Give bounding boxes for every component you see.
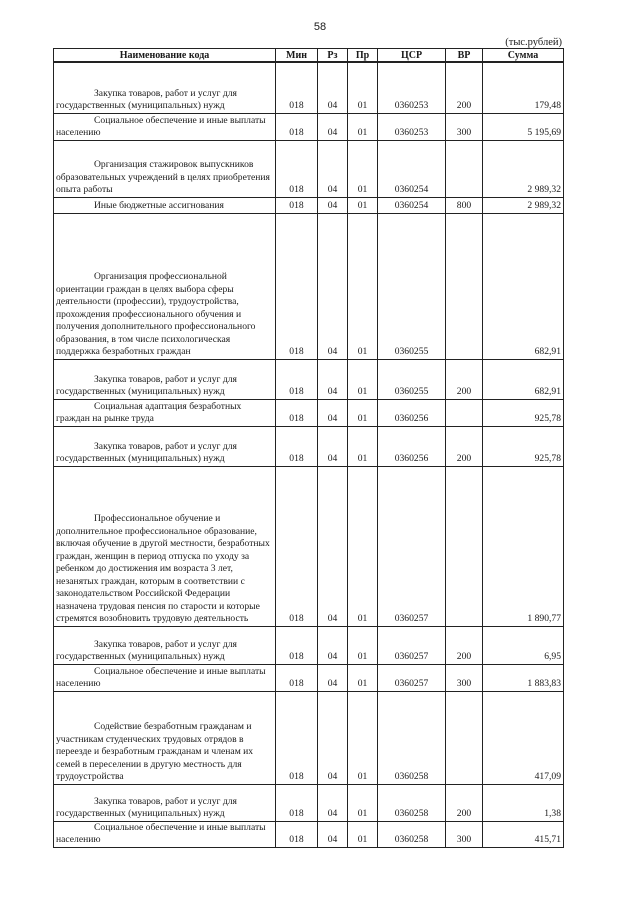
cell-name: Закупка товаров, работ и услуг для государственных (муниципальных) нужд: [54, 784, 276, 821]
cell-pr: 01: [348, 213, 378, 359]
header-vr: ВР: [446, 49, 483, 63]
page-number: 58: [313, 21, 327, 33]
cell-name: Содействие безработным гражданам и участникам студенческих трудовых отрядов в переезде и безработным гражданам и членам их семей в переселении в другую местность для трудоустройства: [54, 691, 276, 784]
cell-sum: 6,95: [483, 626, 564, 664]
cell-min: 018: [276, 359, 318, 399]
cell-min: 018: [276, 197, 318, 213]
cell-vr: 800: [446, 197, 483, 213]
cell-name: Профессиональное обучение и дополнительное профессиональное образование, включая обучение в другой местности, безработных граждан, женщин в период отпуска по уходу за ребенком до достижения им возраста 3 лет, незанятых граждан, которым в соответствии с законодательством Российской Федерации назначена трудовая пенсия по старости и которые стремятся возобновить трудовую деятельность: [54, 466, 276, 626]
cell-sum: 682,91: [483, 359, 564, 399]
cell-csr: 0360254: [378, 197, 446, 213]
cell-vr: 200: [446, 626, 483, 664]
cell-pr: 01: [348, 784, 378, 821]
header-pr: Пр: [348, 49, 378, 63]
cell-csr: 0360253: [378, 113, 446, 140]
cell-name: Иные бюджетные ассигнования: [54, 197, 276, 213]
cell-rz: 04: [318, 784, 348, 821]
table-row: [54, 62, 564, 113]
header-min: Мин: [276, 49, 318, 63]
cell-rz: 04: [318, 821, 348, 847]
cell-csr: 0360258: [378, 691, 446, 784]
cell-pr: 01: [348, 399, 378, 426]
cell-sum: 1 883,83: [483, 664, 564, 691]
header-sum: Сумма: [483, 49, 564, 63]
cell-vr: 200: [446, 426, 483, 466]
cell-vr: 200: [446, 62, 483, 113]
cell-name: Организация стажировок выпускников образовательных учреждений в целях приобретения опыта работы: [54, 140, 276, 197]
cell-min: 018: [276, 664, 318, 691]
cell-min: 018: [276, 691, 318, 784]
cell-pr: 01: [348, 821, 378, 847]
cell-vr: [446, 140, 483, 197]
cell-min: 018: [276, 426, 318, 466]
cell-sum: 417,09: [483, 691, 564, 784]
cell-min: 018: [276, 784, 318, 821]
cell-rz: 04: [318, 213, 348, 359]
table-row: [54, 399, 564, 426]
cell-vr: [446, 213, 483, 359]
cell-rz: 04: [318, 664, 348, 691]
cell-vr: 300: [446, 664, 483, 691]
table-row: [54, 140, 564, 197]
table-row: [54, 664, 564, 691]
header-name: Наименование кода: [54, 49, 276, 63]
cell-sum: 2 989,32: [483, 140, 564, 197]
cell-rz: 04: [318, 197, 348, 213]
cell-min: 018: [276, 113, 318, 140]
units-label: (тыс.рублей): [505, 37, 562, 48]
cell-min: 018: [276, 213, 318, 359]
header-rz: Рз: [318, 49, 348, 63]
cell-pr: 01: [348, 426, 378, 466]
cell-rz: 04: [318, 466, 348, 626]
cell-name: Социальное обеспечение и иные выплаты населению: [54, 821, 276, 847]
header-csr: ЦСР: [378, 49, 446, 63]
cell-csr: 0360254: [378, 140, 446, 197]
cell-csr: 0360258: [378, 821, 446, 847]
cell-min: 018: [276, 466, 318, 626]
cell-vr: 200: [446, 359, 483, 399]
table-row: [54, 466, 564, 626]
cell-name: Социальное обеспечение и иные выплаты населению: [54, 664, 276, 691]
cell-sum: 1,38: [483, 784, 564, 821]
cell-sum: 925,78: [483, 399, 564, 426]
table-row: [54, 213, 564, 359]
table-row: [54, 691, 564, 784]
cell-name: Закупка товаров, работ и услуг для государственных (муниципальных) нужд: [54, 426, 276, 466]
cell-min: 018: [276, 626, 318, 664]
cell-csr: 0360256: [378, 399, 446, 426]
cell-rz: 04: [318, 359, 348, 399]
table-row: [54, 197, 564, 213]
cell-pr: 01: [348, 359, 378, 399]
cell-sum: 925,78: [483, 426, 564, 466]
cell-sum: 2 989,32: [483, 197, 564, 213]
cell-min: 018: [276, 399, 318, 426]
cell-rz: 04: [318, 62, 348, 113]
cell-vr: [446, 399, 483, 426]
cell-pr: 01: [348, 691, 378, 784]
cell-sum: 415,71: [483, 821, 564, 847]
cell-pr: 01: [348, 466, 378, 626]
cell-csr: 0360255: [378, 359, 446, 399]
cell-vr: [446, 466, 483, 626]
budget-table: [53, 48, 564, 848]
cell-name: Социальное обеспечение и иные выплаты населению: [54, 113, 276, 140]
table-row: [54, 426, 564, 466]
table-row: [54, 359, 564, 399]
cell-rz: 04: [318, 140, 348, 197]
table-header-row: [54, 49, 564, 63]
cell-rz: 04: [318, 626, 348, 664]
cell-sum: 5 195,69: [483, 113, 564, 140]
cell-csr: 0360257: [378, 466, 446, 626]
cell-pr: 01: [348, 664, 378, 691]
cell-min: 018: [276, 62, 318, 113]
table-row: [54, 821, 564, 847]
cell-min: 018: [276, 821, 318, 847]
cell-vr: 200: [446, 784, 483, 821]
cell-vr: [446, 691, 483, 784]
cell-name: Социальная адаптация безработных граждан на рынке труда: [54, 399, 276, 426]
cell-name: Закупка товаров, работ и услуг для государственных (муниципальных) нужд: [54, 359, 276, 399]
cell-sum: 682,91: [483, 213, 564, 359]
cell-rz: 04: [318, 113, 348, 140]
cell-rz: 04: [318, 399, 348, 426]
cell-rz: 04: [318, 426, 348, 466]
cell-name: Закупка товаров, работ и услуг для государственных (муниципальных) нужд: [54, 62, 276, 113]
table-row: [54, 784, 564, 821]
cell-name: Закупка товаров, работ и услуг для государственных (муниципальных) нужд: [54, 626, 276, 664]
cell-csr: 0360253: [378, 62, 446, 113]
cell-vr: 300: [446, 113, 483, 140]
cell-vr: 300: [446, 821, 483, 847]
cell-csr: 0360255: [378, 213, 446, 359]
cell-csr: 0360257: [378, 664, 446, 691]
cell-csr: 0360258: [378, 784, 446, 821]
cell-name: Организация профессиональной ориентации граждан в целях выбора сферы деятельности (профессии), трудоустройства, прохождения профессионального обучения и получения дополнительного профессионального образования, в том числе психологическая поддержка безработных граждан: [54, 213, 276, 359]
cell-csr: 0360256: [378, 426, 446, 466]
cell-pr: 01: [348, 197, 378, 213]
cell-pr: 01: [348, 140, 378, 197]
cell-pr: 01: [348, 113, 378, 140]
cell-min: 018: [276, 140, 318, 197]
cell-csr: 0360257: [378, 626, 446, 664]
cell-pr: 01: [348, 626, 378, 664]
table-row: [54, 113, 564, 140]
cell-sum: 179,48: [483, 62, 564, 113]
cell-sum: 1 890,77: [483, 466, 564, 626]
cell-pr: 01: [348, 62, 378, 113]
cell-rz: 04: [318, 691, 348, 784]
table-row: [54, 626, 564, 664]
